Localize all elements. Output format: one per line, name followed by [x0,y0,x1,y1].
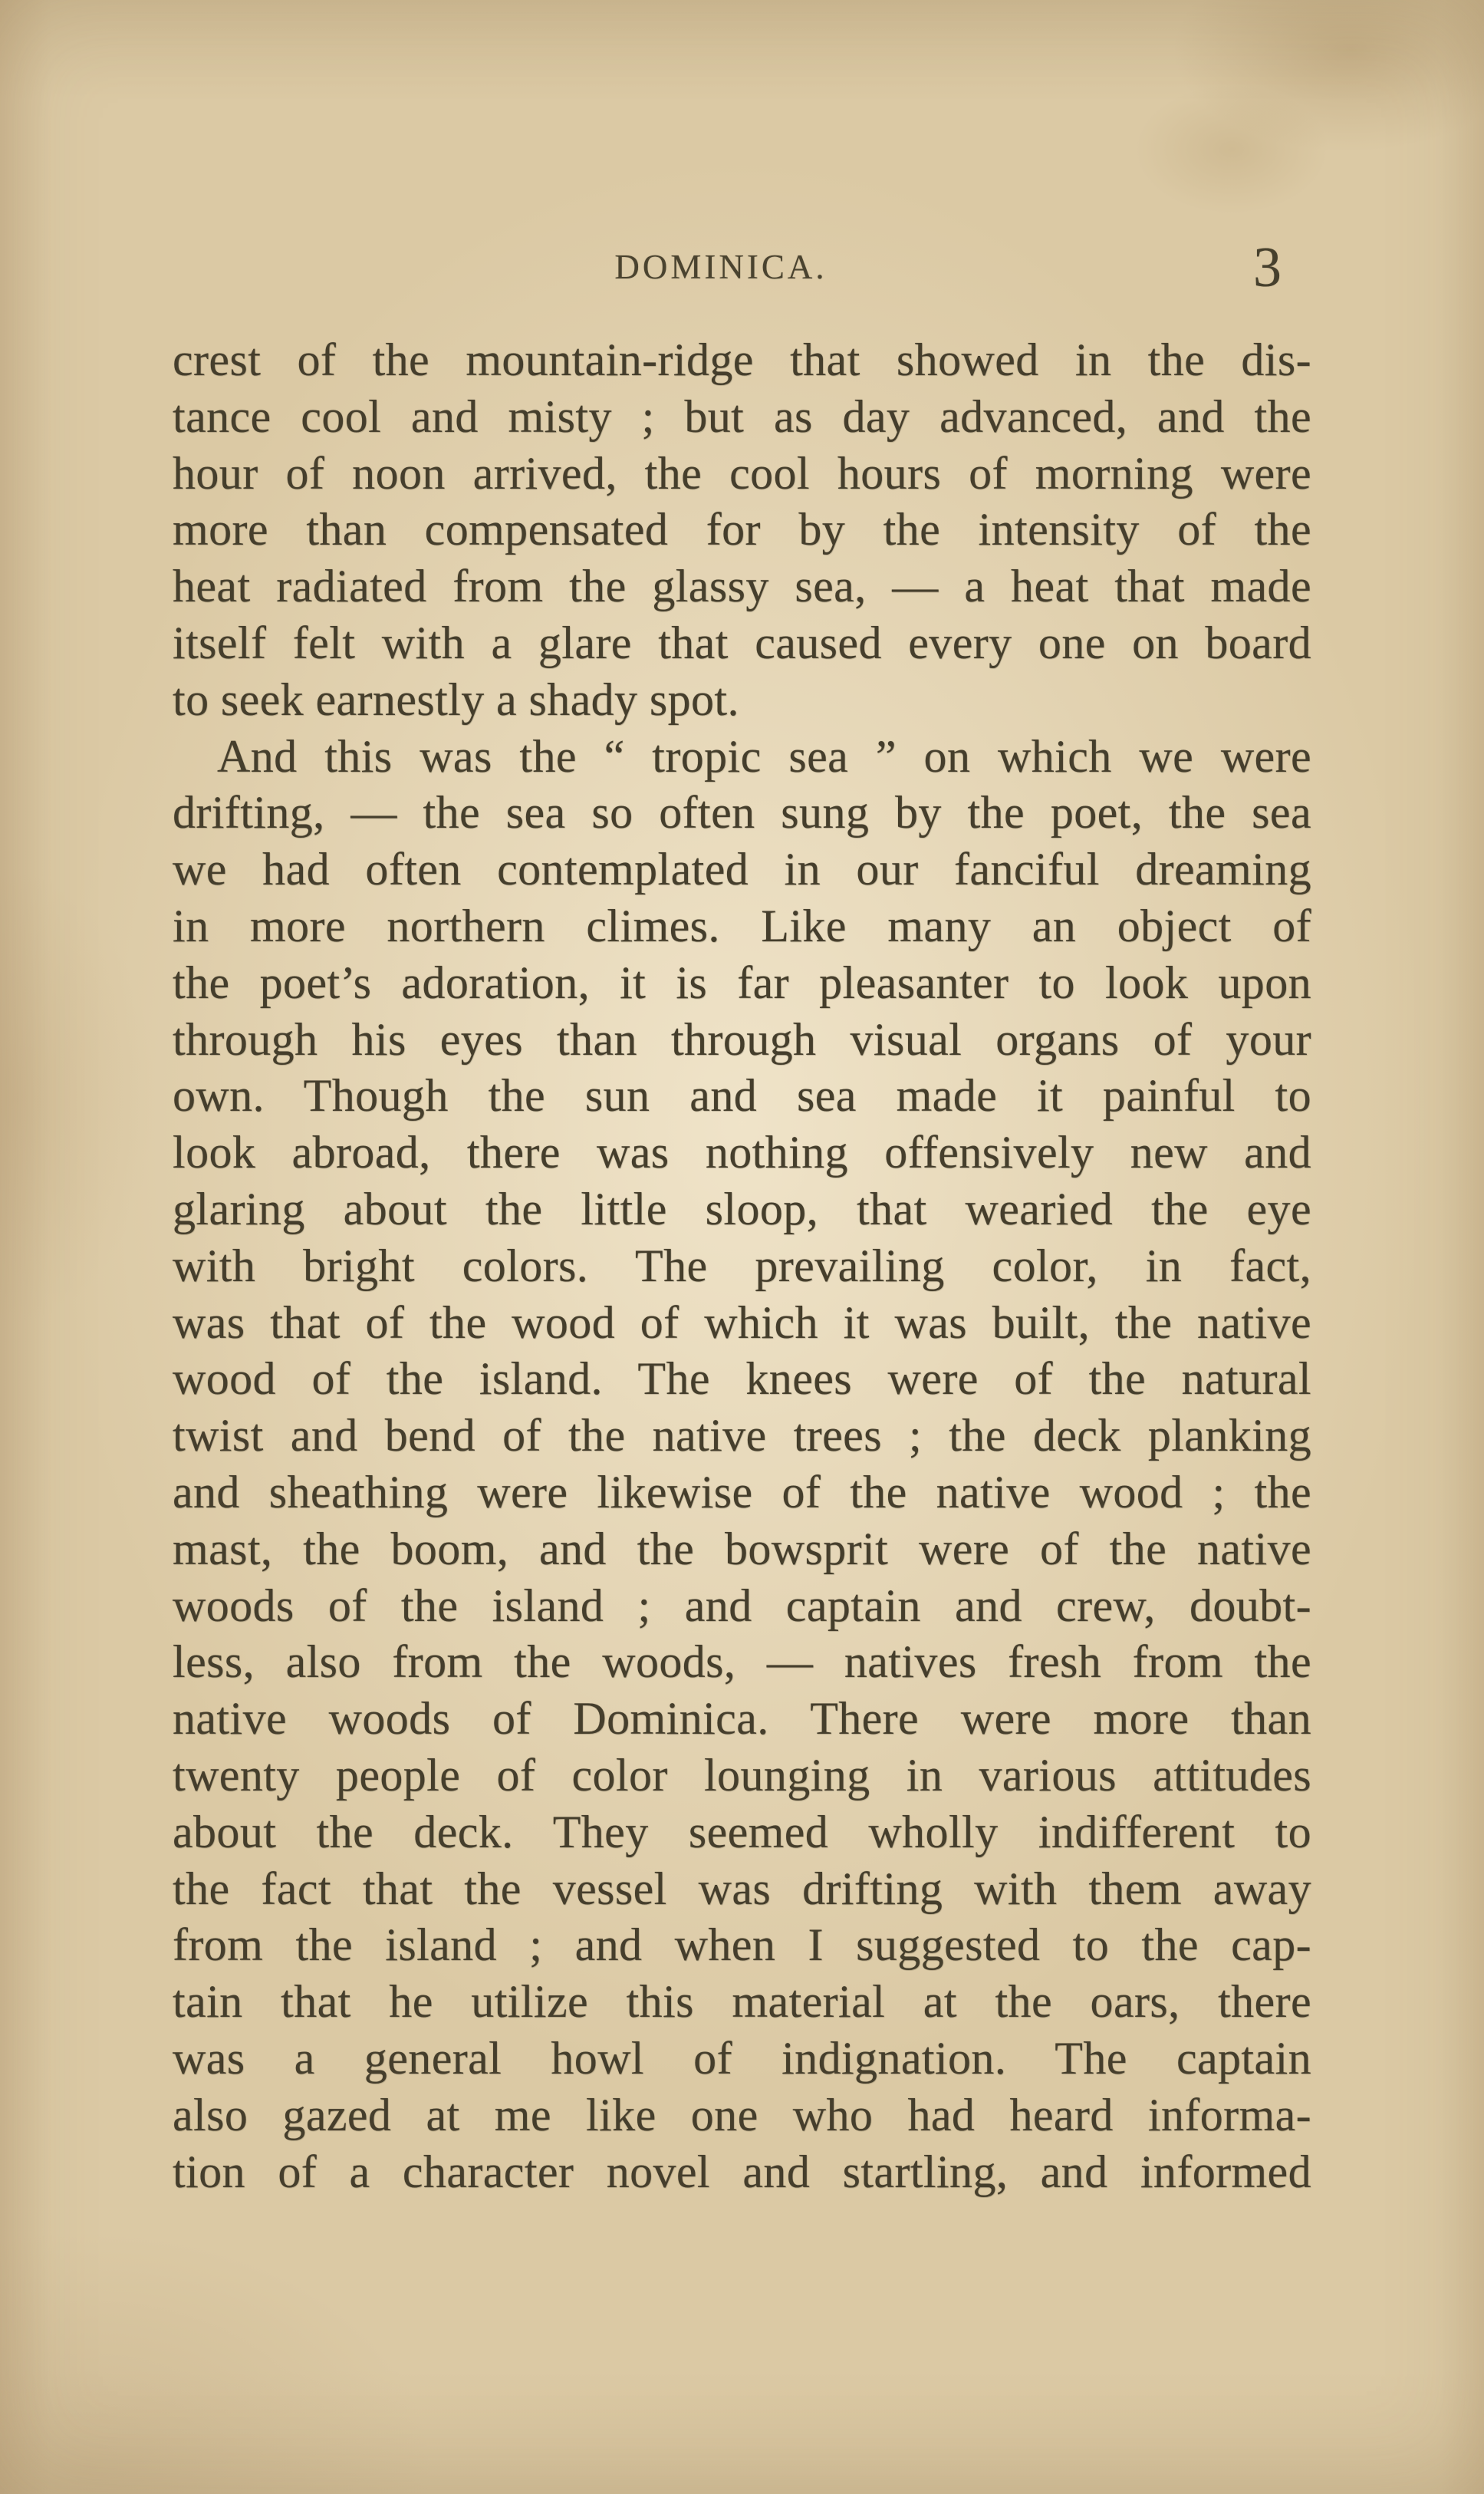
text-line: heat radiated from the glassy sea, — a heat that made [173,561,1311,612]
text-line: more than compensated for by the intensity of the [173,504,1311,555]
text-line: glaring about the little sloop, that wearied the eye [173,1183,1311,1234]
text-line: was a general howl of indignation. The captain [173,2032,1311,2084]
text-line: And this was the “ tropic sea ” on which we were [217,730,1311,782]
text-line: and sheathing were likewise of the native wood ; the [173,1466,1311,1517]
text-line: tance cool and misty ; but as day advanced, and the [173,390,1311,442]
paragraph [173,729,1311,2201]
body-text-block [173,332,1311,2200]
text-line: also gazed at me like one who had heard informa- [173,2089,1311,2140]
text-line: hour of noon arrived, the cool hours of morning were [173,447,1311,499]
text-line: look abroad, there was nothing offensively new and [173,1127,1311,1178]
text-line: drifting, — the sea so often sung by the poet, the sea [173,787,1311,838]
text-line: wood of the island. The knees were of the natural [173,1353,1311,1405]
text-line: tain that he utilize this material at the oars, there [173,1976,1311,2028]
text-line: to seek earnestly a shady spot. [173,674,739,725]
text-line: crest of the mountain-ridge that showed in the dis- [173,334,1311,385]
text-line: woods of the island ; and captain and crew, doubt- [173,1580,1311,1631]
text-line: with bright colors. The prevailing color, in fact, [173,1240,1311,1291]
text-line: we had often contemplated in our fanciful dreaming [173,844,1311,895]
text-line: the poet’s adoration, it is far pleasanter to look upon [173,957,1311,1008]
text-line: twist and bend of the native trees ; the deck planking [173,1410,1311,1461]
text-line: mast, the boom, and the bowsprit were of the native [173,1523,1311,1574]
text-line: twenty people of color lounging in various attitudes [173,1749,1311,1800]
text-line: native woods of Dominica. There were more than [173,1693,1311,1744]
running-head-title: DOMINICA. [614,248,828,286]
text-line: own. Though the sun and sea made it painful to [173,1070,1311,1122]
text-line: tion of a character novel and startling, and informed [173,2146,1311,2197]
text-line: in more northern climes. Like many an object of [173,900,1311,951]
text-line: about the deck. They seemed wholly indifferent to [173,1806,1311,1857]
paragraph [173,332,1311,729]
text-line: itself felt with a glare that caused every one on board [173,617,1311,668]
text-line: the fact that the vessel was drifting with them away [173,1863,1311,1914]
text-line: less, also from the woods, — natives fresh from the [173,1636,1311,1688]
text-line: through his eyes than through visual organs of your [173,1013,1311,1065]
text-line: was that of the wood of which it was built, the native [173,1296,1311,1348]
page-header [0,0,1484,322]
page-number: 3 [1253,236,1282,299]
text-line: from the island ; and when I suggested to the cap- [173,1919,1311,1971]
